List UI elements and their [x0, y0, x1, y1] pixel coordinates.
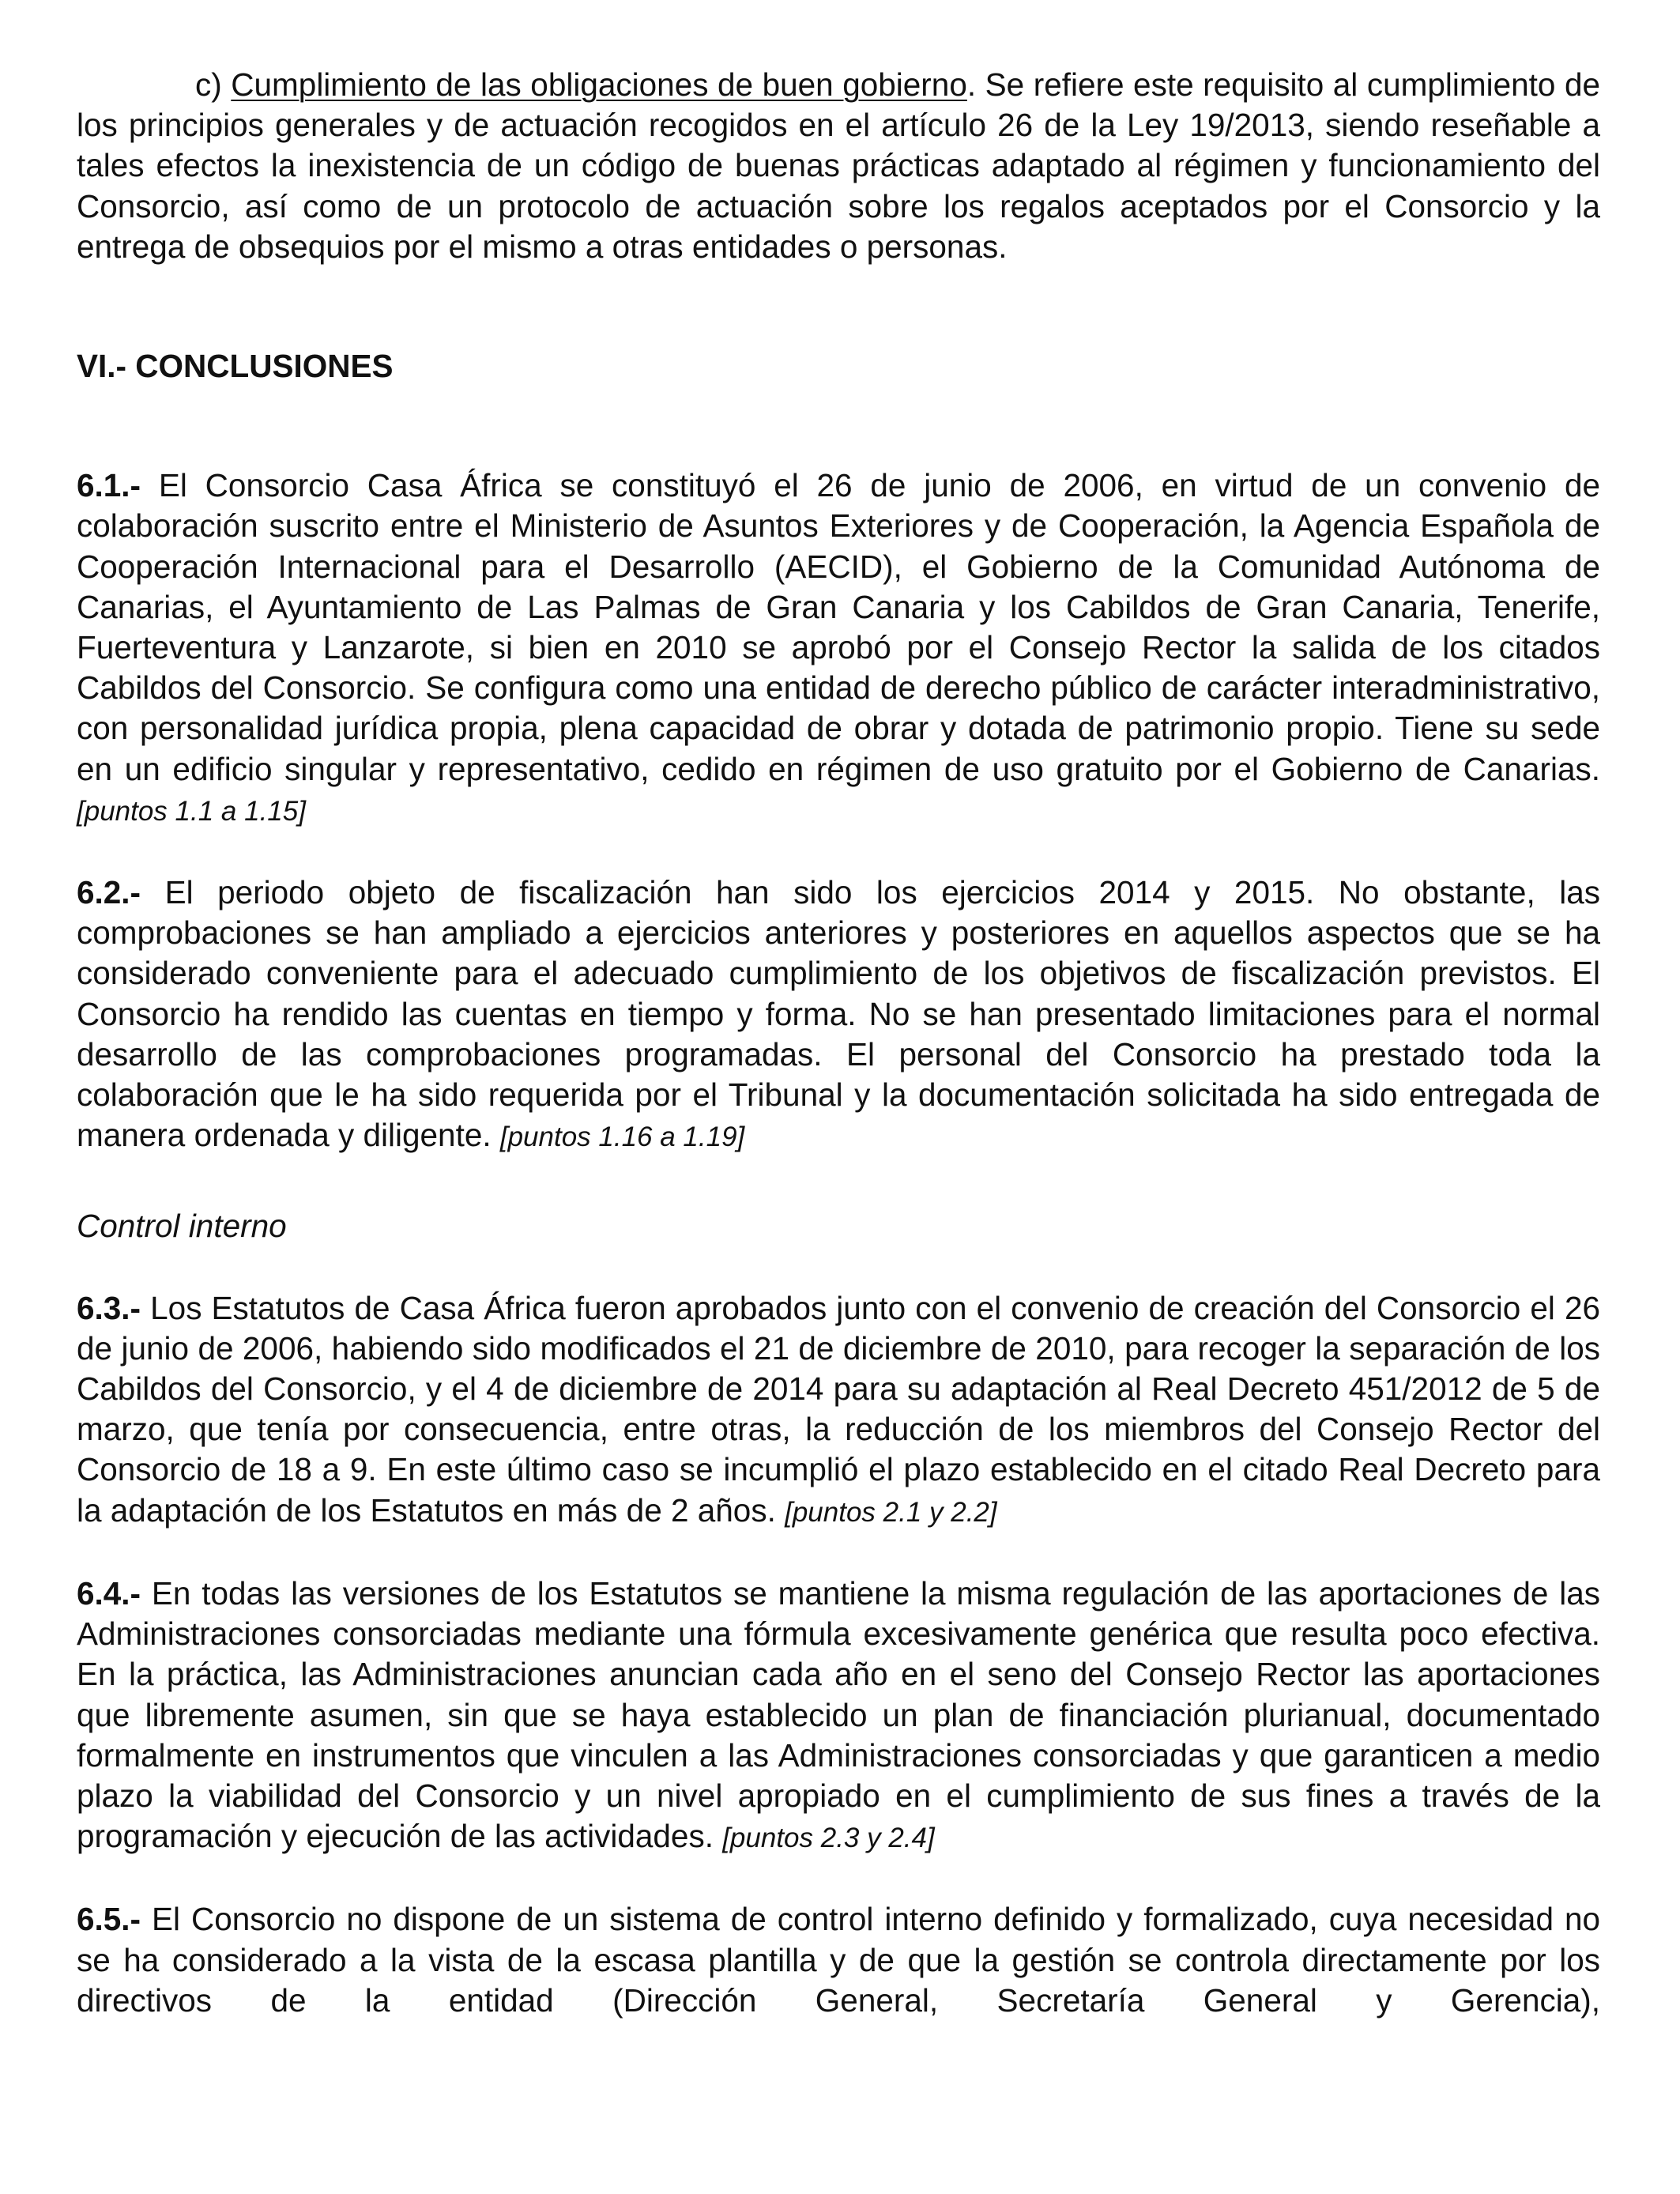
- conclusion-paragraph-6-3: [77, 1288, 1600, 1532]
- paragraph-number: 6.3.-: [77, 1289, 141, 1326]
- intro-text: . Se refiere este requisito al cumplimiento de los principios generales y de actuación recogidos en el artículo 26 de la Ley 19/2013, siendo reseñable a tales efectos la inexistencia de un código de buenas prácticas adaptado al régimen y funcionamiento del Consorcio, así como de un protocolo de actuación sobre los regalos aceptados por el Consorcio y la entrega de obsequios por el mismo a otras entidades o personas.: [77, 66, 1600, 265]
- subsection-heading: Control interno: [77, 1208, 287, 1245]
- paragraph-number: 6.1.-: [77, 467, 141, 504]
- paragraph-text: El Consorcio no dispone de un sistema de control interno definido y formalizado, cuya necesidad no se ha considerado a la vista de la escasa plantilla y de que la gestión se controla directamente por los directivos de la entidad (Dirección General, Secretaría General y Gerencia),: [77, 1901, 1600, 2019]
- paragraph-reference: [puntos 1.1 a 1.15]: [77, 795, 306, 827]
- paragraph-number: 6.5.-: [77, 1901, 141, 1938]
- paragraph-reference: [puntos 2.1 y 2.2]: [785, 1496, 997, 1528]
- paragraph-text: El Consorcio Casa África se constituyó el 26 de junio de 2006, en virtud de un convenio de colaboración suscrito entre el Ministerio de Asuntos Exteriores y de Cooperación, la Agencia Española de Cooperación Internacional para el Desarrollo (AECID), el Gobierno de la Comunidad Autónoma de Canarias, el Ayuntamiento de Las Palmas de Gran Canaria y los Cabildos de Gran Canaria, Tenerife, Fuerteventura y Lanzarote, si bien en 2010 se aprobó por el Consejo Rector la salida de los citados Cabildos del Consorcio. Se configura como una entidad de derecho público de carácter interadministrativo, con personalidad jurídica propia, plena capacidad de obrar y dotada de patrimonio propio. Tiene su sede en un edificio singular y representativo, cedido en régimen de uso gratuito por el Gobierno de Canarias.: [77, 467, 1600, 787]
- document-page: [77, 65, 1600, 2021]
- conclusion-paragraph-6-2: [77, 873, 1600, 1157]
- intro-prefix: c): [195, 66, 232, 103]
- paragraph-text: Los Estatutos de Casa África fueron aprobados junto con el convenio de creación del Consorcio el 26 de junio de 2006, habiendo sido modificados el 21 de diciembre de 2010, para recoger la separación de los Cabildos del Consorcio, y el 4 de diciembre de 2014 para su adaptación al Real Decreto 451/2012 de 5 de marzo, que tenía por consecuencia, entre otras, la reducción de los miembros del Consejo Rector del Consorcio de 18 a 9. En este último caso se incumplió el plazo establecido en el citado Real Decreto para la adaptación de los Estatutos en más de 2 años.: [77, 1289, 1600, 1529]
- paragraph-number: 6.2.-: [77, 874, 141, 911]
- paragraph-text: El periodo objeto de fiscalización han sido los ejercicios 2014 y 2015. No obstante, las comprobaciones se han ampliado a ejercicios anteriores y posteriores en aquellos aspectos que se ha considerado conveniente para el adecuado cumplimiento de los objetivos de fiscalización previstos. El Consorcio ha rendido las cuentas en tiempo y forma. No se han presentado limitaciones para el normal desarrollo de las comprobaciones programadas. El personal del Consorcio ha prestado toda la colaboración que le ha sido requerida por el Tribunal y la documentación solicitada ha sido entregada de manera ordenada y diligente.: [77, 874, 1600, 1154]
- conclusion-paragraph-6-1: [77, 466, 1600, 831]
- conclusion-paragraph-6-5: [77, 1899, 1600, 2021]
- paragraph-reference: [puntos 1.16 a 1.19]: [499, 1122, 745, 1153]
- conclusion-paragraph-6-4: [77, 1574, 1600, 1858]
- paragraph-reference: [puntos 2.3 y 2.4]: [722, 1823, 935, 1854]
- section-heading: VI.- CONCLUSIONES: [77, 348, 394, 385]
- intro-paragraph: [77, 65, 1600, 267]
- paragraph-text: En todas las versiones de los Estatutos se mantiene la misma regulación de las aportaciones de las Administraciones consorciadas mediante una fórmula excesivamente genérica que resulta poco efectiva. En la práctica, las Administraciones anuncian cada año en el seno del Consejo Rector las aportaciones que libremente asumen, sin que se haya establecido un plan de financiación plurianual, documentado formalmente en instrumentos que vinculen a las Administraciones consorciadas y que garanticen a medio plazo la viabilidad del Consorcio y un nivel apropiado en el cumplimiento de sus fines a través de la programación y ejecución de las actividades.: [77, 1574, 1600, 1855]
- intro-underlined-title: Cumplimiento de las obligaciones de buen gobierno: [231, 66, 967, 103]
- paragraph-number: 6.4.-: [77, 1574, 141, 1612]
